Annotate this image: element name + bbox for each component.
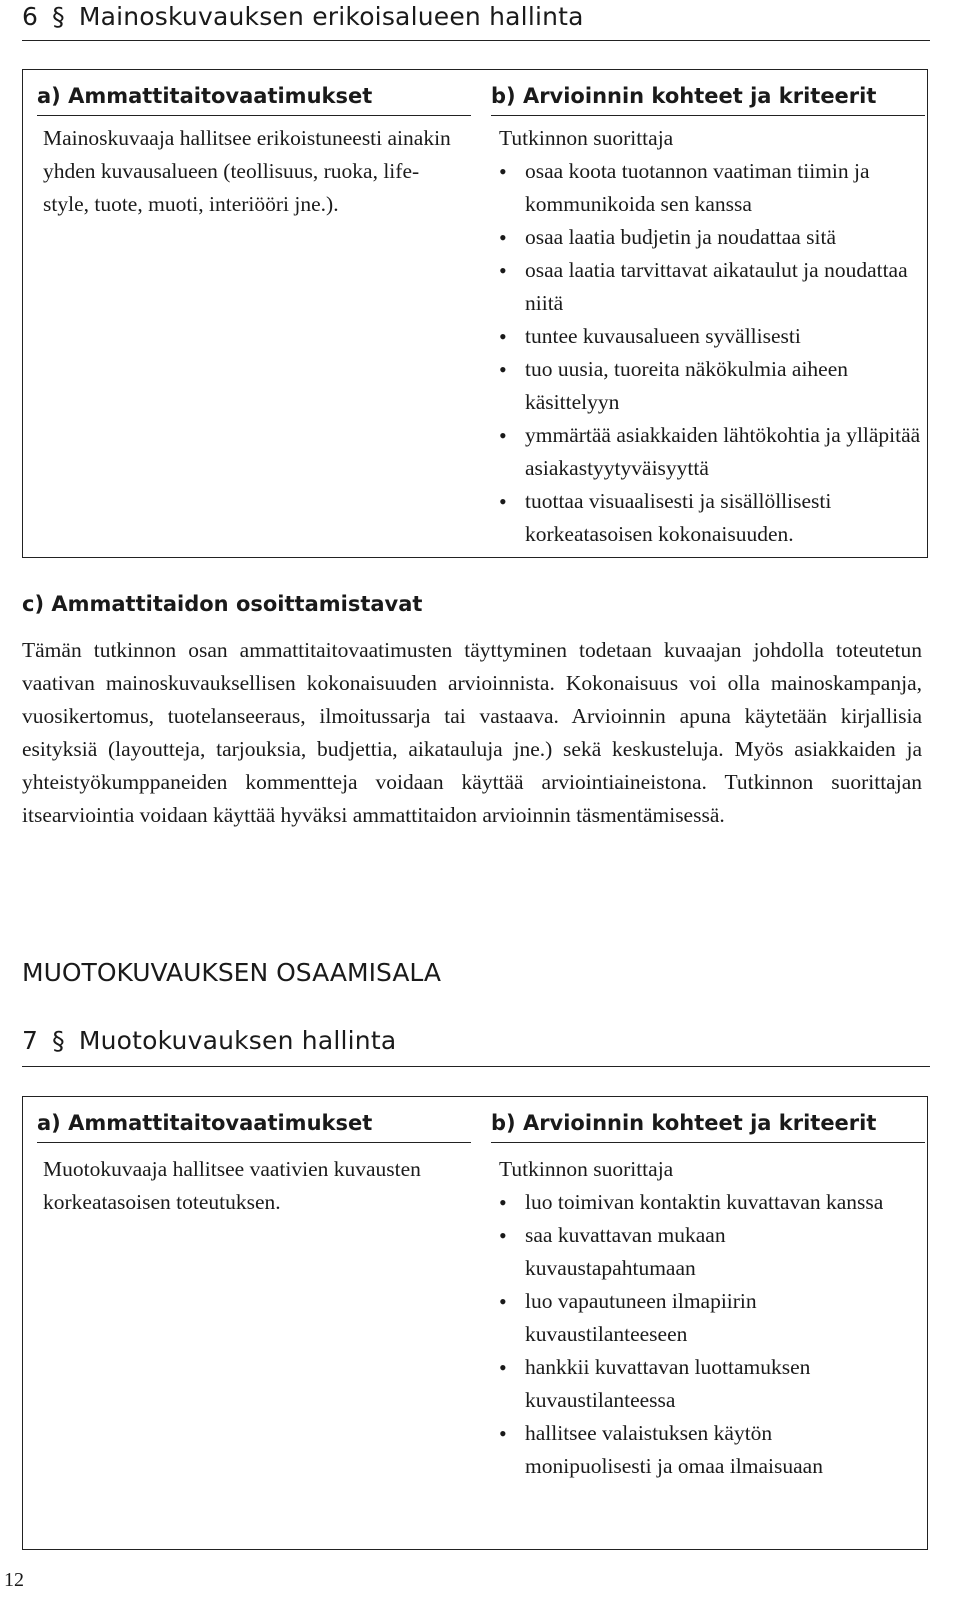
section-6-col-b-heading: b) Arvioinnin kohteet ja kriteerit xyxy=(491,84,877,108)
section-6-requirement: Mainoskuvaaja hallitsee erikoistuneesti ainakin yhden kuvausalueen (teollisuus, ruoka, life-style, tuote, muoti, interiööri jne.). xyxy=(43,126,451,216)
list-item: • osaa laatia tarvittavat aikataulut ja noudattaa niitä xyxy=(497,254,921,320)
section-6-rule xyxy=(22,40,930,41)
section-6-number: 6 xyxy=(22,2,39,31)
list-item: • osaa laatia budjetin ja noudattaa sitä xyxy=(497,221,921,254)
list-item: • luo toimivan kontaktin kuvattavan kanssa xyxy=(497,1186,901,1219)
list-item: • tuottaa visuaalisesti ja sisällöllisesti korkeatasoisen kokonaisuuden. xyxy=(497,485,921,551)
list-item: • tuo uusia, tuoreita näkökulmia aiheen käsittelyyn xyxy=(497,353,921,419)
section-6-c-heading: c) Ammattitaidon osoittamistavat xyxy=(22,592,423,616)
section-7-table xyxy=(22,1096,928,1550)
page-number: 12 xyxy=(4,1569,24,1591)
section-6-col-a-heading: a) Ammattitaitovaatimukset xyxy=(37,84,373,108)
list-item: • hankkii kuvattavan luottamuksen kuvaustilanteessa xyxy=(497,1351,901,1417)
list-item: • tuntee kuvausalueen syvällisesti xyxy=(497,320,921,353)
section-7-rule xyxy=(22,1066,930,1067)
section-7-criteria-list xyxy=(497,1186,901,1483)
section-7-col-a-heading: a) Ammattitaitovaatimukset xyxy=(37,1111,373,1135)
list-item: • hallitsee valaistuksen käytön monipuolisesti ja omaa ilmaisuaan xyxy=(497,1417,901,1483)
list-item: • ymmärtää asiakkaiden lähtökohtia ja ylläpitää asiakastyytyväisyyttä xyxy=(497,419,921,485)
section-6-col-b-rule xyxy=(491,115,925,116)
section-7-col-b-heading: b) Arvioinnin kohteet ja kriteerit xyxy=(491,1111,877,1135)
area-title: MUOTOKUVAUKSEN OSAAMISALA xyxy=(22,958,442,987)
section-6-criteria-list xyxy=(497,155,921,551)
section-7-title xyxy=(22,1026,396,1055)
section-6-col-a-rule xyxy=(37,115,471,116)
section-7-number: 7 xyxy=(22,1026,39,1055)
list-item: • saa kuvattavan mukaan kuvaustapahtumaan xyxy=(497,1219,901,1285)
section-6-c-text: Tämän tutkinnon osan ammattitaitovaatimusten täyttyminen todetaan kuvaajan johdolla toteutetun vaativan mainoskuvauksellisen kokonaisuuden arvioinnista. Kokonaisuus voi olla mainoskampanja, vuosikertomus, tuotelanseeraus, ilmoitussarja tai vastaava. Arvioinnin apuna käytetään kirjallisia esityksiä (layoutteja, tarjouksia, budjettia, aikatauluja jne.) sekä keskusteluja. Myös asiakkaiden ja yhteistyökumppaneiden kommentteja voidaan käyttää arviointiaineistona. Tutkinnon suorittajan itsearviointia voidaan käyttää hyväksi ammattitaidon arvioinnin täsmentämisessä. xyxy=(22,638,922,827)
section-6-title xyxy=(22,2,584,31)
paragraph-symbol: § xyxy=(52,1026,65,1055)
section-7-title-text: Muotokuvauksen hallinta xyxy=(78,1026,397,1055)
list-item: • luo vapautuneen ilmapiirin kuvaustilanteeseen xyxy=(497,1285,901,1351)
section-7-requirement: Muotokuvaaja hallitsee vaativien kuvausten korkeatasoisen toteutuksen. xyxy=(43,1157,421,1214)
section-6-criteria-lead: Tutkinnon suorittaja xyxy=(499,126,674,150)
section-7-col-b-rule xyxy=(491,1142,925,1143)
section-6-title-text: Mainoskuvauksen erikoisalueen hallinta xyxy=(78,2,584,31)
section-6-table xyxy=(22,69,928,558)
section-7-col-a-rule xyxy=(37,1142,471,1143)
paragraph-symbol: § xyxy=(52,2,65,31)
list-item: • osaa koota tuotannon vaatiman tiimin ja kommunikoida sen kanssa xyxy=(497,155,921,221)
section-7-criteria-lead: Tutkinnon suorittaja xyxy=(499,1157,674,1181)
